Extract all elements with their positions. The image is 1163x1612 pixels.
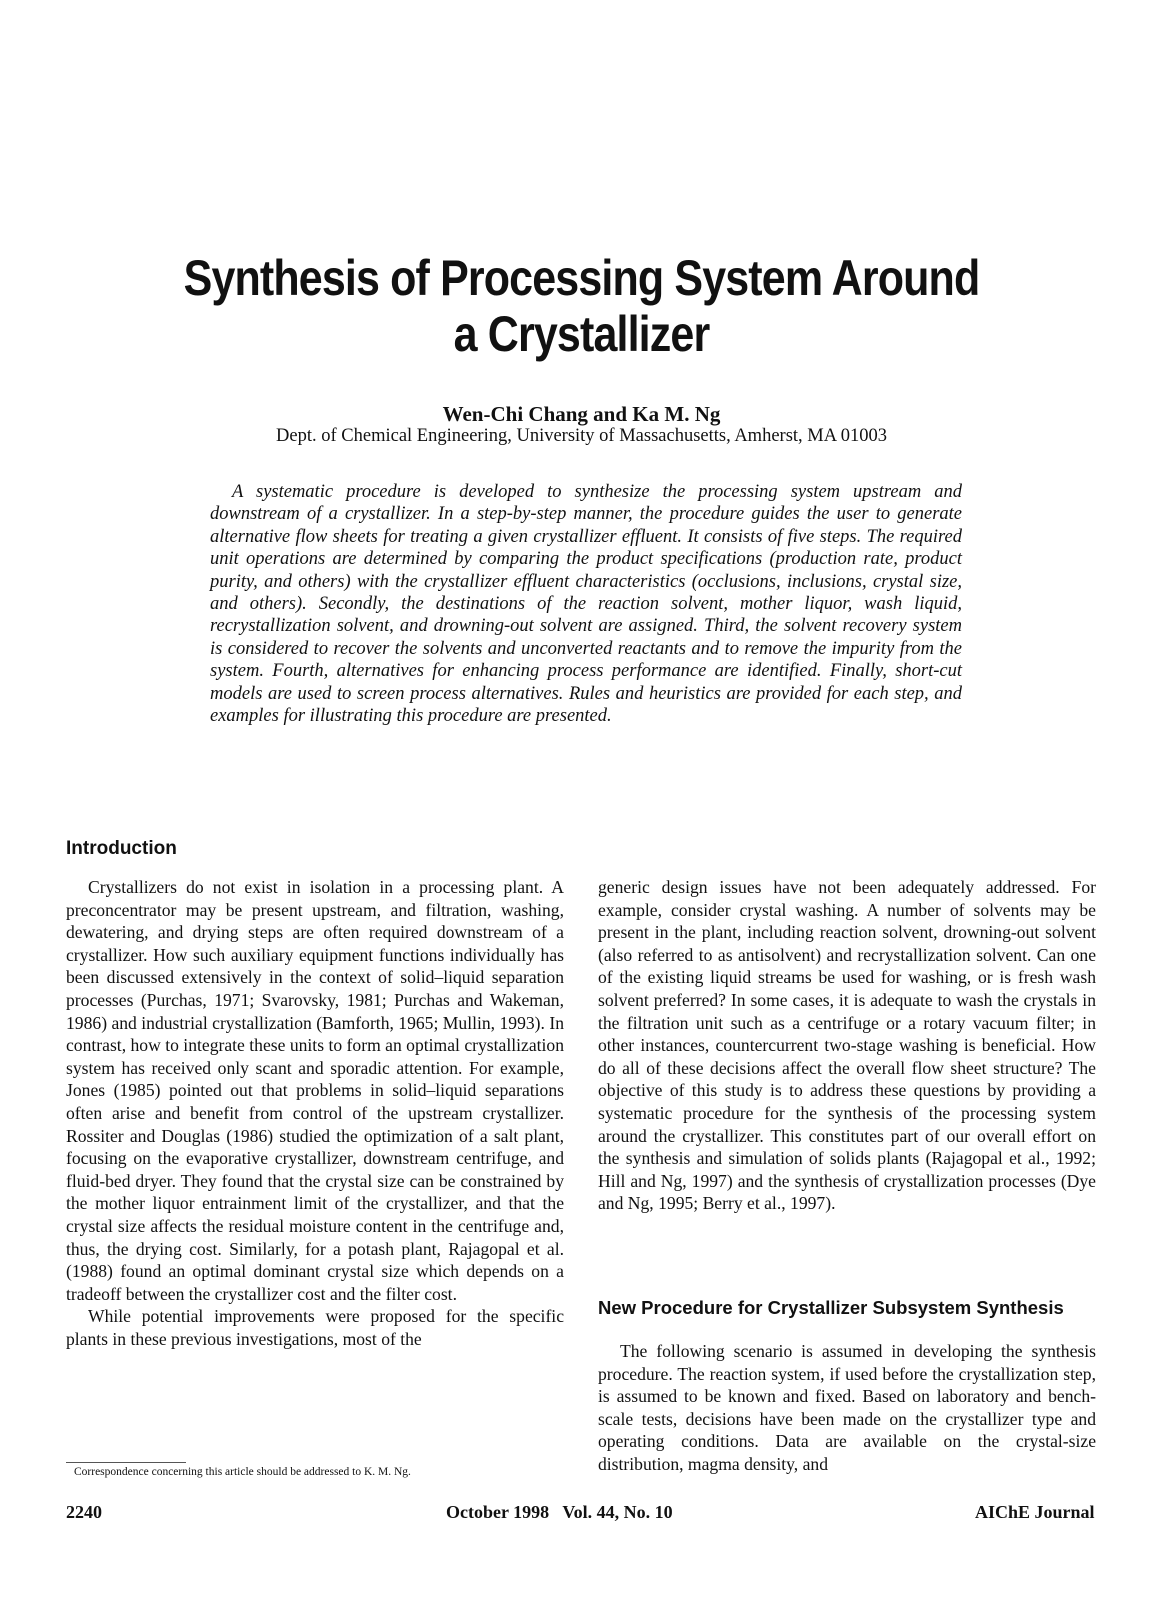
- right-column-top: [598, 876, 1096, 1215]
- issue-info: October 1998 Vol. 44, No. 10: [446, 1502, 673, 1522]
- intro-paragraph-2-continued: generic design issues have not been adequately addressed. For example, consider crystal washing. A number of solvents may be present in the plant, including reaction solvent, drowning-out solvent (also referred to as antisolvent) and recrystallization solvent. Can one of the existing liquid streams be used for washing, or is fresh wash solvent preferred? In some cases, it is adequate to wash the crystals in the filtration unit such as a centrifuge or a rotary vacuum filter; in other instances, countercurrent two-stage washing is beneficial. How do all of these decisions affect the overall flow sheet structure? The objective of this study is to address these questions by providing a systematic procedure for the synthesis of the processing system around the crystallizer. This constitutes part of our overall effort on the synthesis and simulation of solids plants (Rajagopal et al., 1992; Hill and Ng, 1997) and the synthesis of crystallization processes (Dye and Ng, 1995; Berry et al., 1997).: [598, 877, 1096, 1214]
- journal-name: AIChE Journal: [975, 1502, 1095, 1522]
- footnote-rule: [66, 1462, 186, 1463]
- page-number: 2240: [66, 1502, 102, 1522]
- right-column-bottom: [598, 1340, 1096, 1476]
- title-line-2: a Crystallizer: [453, 306, 710, 362]
- title-line-1: Synthesis of Processing System Around: [183, 250, 980, 306]
- intro-paragraph-2: While potential improvements were proposed for the specific plants in these previous investigations, most of the: [66, 1306, 564, 1349]
- left-column: [66, 876, 564, 1350]
- section-heading-introduction: Introduction: [66, 838, 177, 859]
- section-heading-new-procedure: New Procedure for Crystallizer Subsystem Synthesis: [598, 1297, 1064, 1318]
- authors: Wen-Chi Chang and Ka M. Ng: [442, 402, 721, 426]
- article-title: [81, 250, 1081, 362]
- intro-paragraph-1: Crystallizers do not exist in isolation in a processing plant. A preconcentrator may be present upstream, and filtration, washing, dewatering, and drying steps are often required downstream of a crystallizer. How such auxiliary equipment functions individually has been discussed extensively in the context of solid–liquid separation processes (Purchas, 1971; Svarovsky, 1981; Purchas and Wakeman, 1986) and industrial crystallization (Bamforth, 1965; Mullin, 1993). In contrast, how to integrate these units to form an optimal crystallization system has received only scant and sporadic attention. For example, Jones (1985) pointed out that problems in solid–liquid separations often arise and benefit from control of the upstream crystallizer. Rossiter and Douglas (1986) studied the optimization of a salt plant, focusing on the evaporative crystallizer, downstream centrifuge, and fluid-bed dryer. They found that the crystal size can be constrained by the mother liquor entrainment limit of the crystallizer, and that the crystal size affects the residual moisture content in the centrifuge and, thus, the drying cost. Similarly, for a potash plant, Rajagopal et al. (1988) found an optimal dominant crystal size which depends on a tradeoff between the crystallizer cost and the filter cost.: [66, 877, 564, 1304]
- affiliation: Dept. of Chemical Engineering, University of Massachusetts, Amherst, MA 01003: [276, 426, 887, 446]
- procedure-paragraph-1: The following scenario is assumed in developing the synthesis procedure. The reaction system, if used before the crystallization step, is assumed to be known and fixed. Based on laboratory and bench-scale tests, decisions have been made on the crystallizer type and operating conditions. Data are available on the crystal-size distribution, magma density, and: [598, 1341, 1096, 1474]
- footnote: Correspondence concerning this article should be addressed to K. M. Ng.: [74, 1466, 411, 1478]
- abstract: A systematic procedure is developed to synthesize the processing system upstream and downstream of a crystallizer. In a step-by-step manner, the procedure guides the user to generate alternative flow sheets for treating a given crystallizer effluent. It consists of five steps. The required unit operations are determined by comparing the product specifications (production rate, product purity, and others) with the crystallizer effluent characteristics (occlusions, inclusions, crystal size, and others). Secondly, the destinations of the reaction solvent, mother liquor, wash liquid, recrystallization solvent, and drowning-out solvent are assigned. Third, the solvent recovery system is considered to recover the solvents and unconverted reactants and to remove the impurity from the system. Fourth, alternatives for enhancing process performance are identified. Finally, short-cut models are used to screen process alternatives. Rules and heuristics are provided for each step, and examples for illustrating this procedure are presented.: [210, 482, 962, 727]
